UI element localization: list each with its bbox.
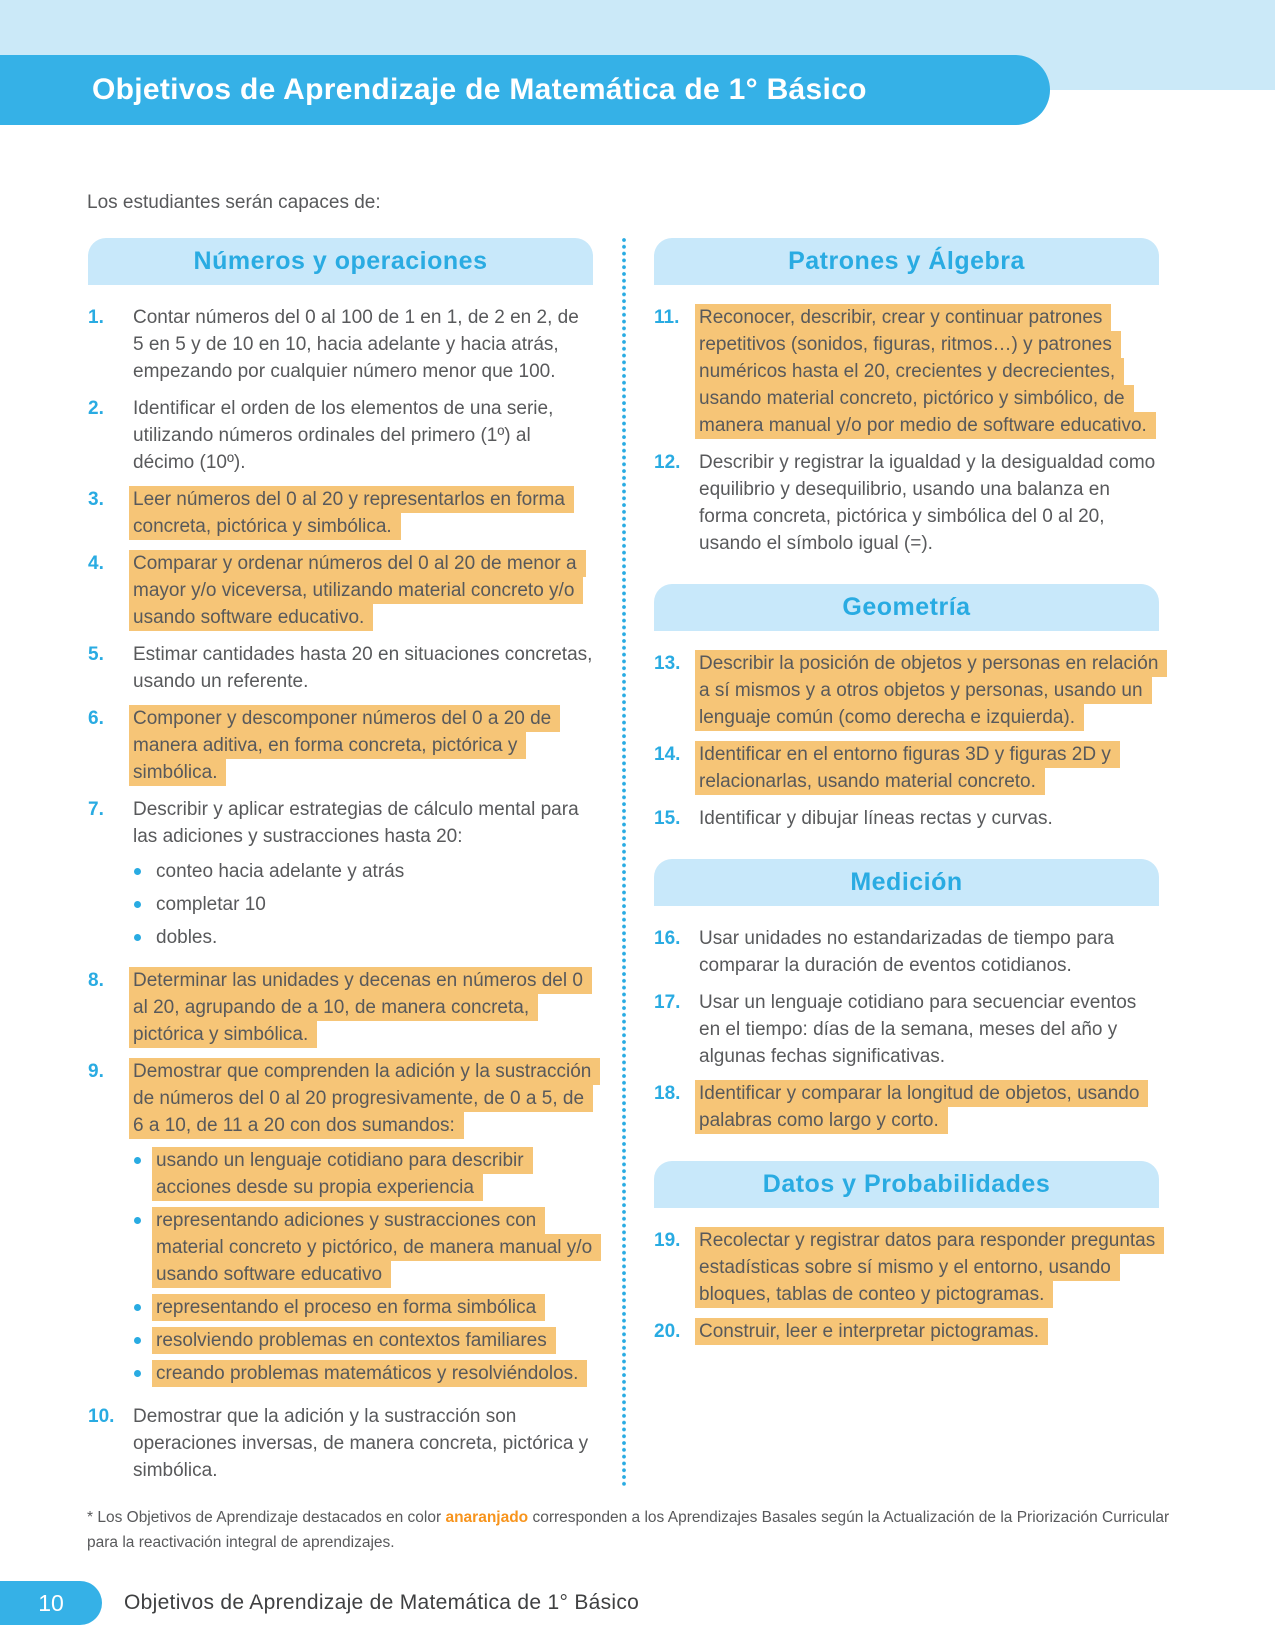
column-divider [622, 238, 626, 1486]
objective-text-highlighted: Recolectar y registrar datos para responder preguntas estadísticas sobre sí mismo y el entorno, usando bloques, tablas de conteo y pictogramas. [695, 1227, 1164, 1308]
objective-item-7 [88, 796, 593, 957]
objective-number: 1. [88, 307, 104, 328]
section-title: Datos y Probabilidades [762, 1170, 1051, 1198]
objective-text-highlighted: Reconocer, describir, crear y continuar patrones repetitivos (sonidos, figuras, ritmos…) y patrones numéricos hasta el 20, crecientes y decrecientes, usando material concreto, pictórico y simbólico, de manera manual y/o por medio de software educativo. [695, 304, 1156, 439]
objective-item-9 [88, 1058, 593, 1393]
objective-item-13 [654, 650, 1159, 731]
bullet-dot-icon [134, 1157, 141, 1164]
bullet-item [133, 1294, 593, 1321]
objective-text: Estimar cantidades hasta 20 en situaciones concretas, usando un referente. [133, 644, 593, 692]
objective-text-highlighted: Describir la posición de objetos y personas en relación a sí mismos y a otros objetos y personas, usando un lenguaje común (como derecha e izquierda). [695, 650, 1167, 731]
objective-number: 5. [88, 644, 104, 665]
bullet-text-highlighted: resolviendo problemas en contextos familiares [152, 1327, 556, 1354]
objective-text-highlighted: Componer y descomponer números del 0 a 20 de manera aditiva, en forma concreta, pictórica y simbólica. [129, 705, 560, 786]
objective-text: Usar unidades no estandarizadas de tiempo para comparar la duración de eventos cotidianos. [699, 928, 1115, 976]
objective-number: 18. [654, 1083, 681, 1104]
section-header-patrones-y-algebra [654, 238, 1159, 285]
objective-item-18 [654, 1080, 1159, 1134]
objective-text-highlighted: Determinar las unidades y decenas en números del 0 al 20, agrupando de a 10, de manera concreta, pictórica y simbólica. [129, 967, 592, 1048]
section-title: Números y operaciones [193, 247, 488, 275]
objective-number: 19. [654, 1230, 681, 1251]
objective-text: Describir y registrar la igualdad y la desigualdad como equilibrio y desequilibrio, usando una balanza en forma concreta, pictórica y simbólica del 0 al 20, usando el símbolo igual (=). [699, 452, 1156, 554]
section-header-geometria [654, 584, 1159, 631]
objective-number: 10. [88, 1406, 115, 1427]
objective-text-highlighted: Demostrar que comprenden la adición y la sustracción de números del 0 al 20 progresivamente, de 0 a 5, de 6 a 10, de 11 a 20 con dos sumandos: [129, 1058, 600, 1139]
page-title: Objetivos de Aprendizaje de Matemática de 1° Básico [92, 73, 867, 106]
objective-number: 15. [654, 808, 681, 829]
bullet-item [133, 891, 593, 918]
objective-number: 14. [654, 744, 681, 765]
bullet-item [133, 858, 593, 885]
objective-number: 8. [88, 970, 104, 991]
objective-number: 16. [654, 928, 681, 949]
bullet-text: conteo hacia adelante y atrás [156, 861, 405, 882]
objective-text: Identificar y dibujar líneas rectas y curvas. [699, 808, 1053, 829]
objective-text-highlighted: Construir, leer e interpretar pictogramas. [695, 1318, 1048, 1345]
objective-item-15 [654, 805, 1159, 832]
title-banner [0, 55, 1050, 125]
bullet-text-highlighted: creando problemas matemáticos y resolviéndolos. [152, 1360, 587, 1387]
bullet-item [133, 1147, 593, 1201]
objective-text: Demostrar que la adición y la sustracción son operaciones inversas, de manera concreta, pictórica y simbólica. [133, 1406, 589, 1481]
page-number: 10 [38, 1589, 64, 1616]
footnote-suffix: corresponden a los Aprendizajes Basales según la Actualización de la Priorización Curricular para la reactivación integral de aprendizajes. [87, 1509, 1170, 1551]
objective-item-14 [654, 741, 1159, 795]
objective-item-17 [654, 989, 1159, 1070]
objective-text-highlighted: Identificar y comparar la longitud de objetos, usando palabras como largo y corto. [695, 1080, 1148, 1134]
footnote-highlight-word: anaranjado [445, 1509, 529, 1526]
section-title: Medición [850, 868, 963, 896]
section-header-medicion [654, 859, 1159, 906]
bullet-list [133, 1147, 593, 1387]
objective-item-19 [654, 1227, 1159, 1308]
objective-text-highlighted: Leer números del 0 al 20 y representarlos en forma concreta, pictórica y simbólica. [129, 486, 574, 540]
bullet-text-highlighted: usando un lenguaje cotidiano para describir acciones desde su propia experiencia [152, 1147, 533, 1201]
bullet-list [133, 858, 593, 951]
page-number-tab [0, 1581, 102, 1625]
bullet-text-highlighted: representando el proceso en forma simbólica [152, 1294, 545, 1321]
objective-text: Describir y aplicar estrategias de cálculo mental para las adiciones y sustracciones hasta 20: [133, 799, 579, 847]
section-header-datos-y-probabilidades [654, 1161, 1159, 1208]
objective-text-highlighted: Comparar y ordenar números del 0 al 20 de menor a mayor y/o viceversa, utilizando material concreto y/o usando software educativo. [129, 550, 586, 631]
objective-item-11 [654, 304, 1159, 439]
objective-item-10 [88, 1403, 593, 1484]
objective-item-6 [88, 705, 593, 786]
objective-text: Usar un lenguaje cotidiano para secuenciar eventos en el tiempo: días de la semana, meses del año y algunas fechas significativas. [699, 992, 1137, 1067]
section-title: Patrones y Álgebra [788, 247, 1025, 275]
objective-number: 6. [88, 708, 104, 729]
objective-number: 13. [654, 653, 681, 674]
objective-item-8 [88, 967, 593, 1048]
objective-item-16 [654, 925, 1159, 979]
objective-item-3 [88, 486, 593, 540]
section-header-numeros-y-operaciones [88, 238, 593, 285]
objective-number: 17. [654, 992, 681, 1013]
bullet-item [133, 924, 593, 951]
objective-number: 4. [88, 553, 104, 574]
bullet-item [133, 1207, 593, 1288]
objective-number: 9. [88, 1061, 104, 1082]
objective-item-4 [88, 550, 593, 631]
footnote-prefix: * Los Objetivos de Aprendizaje destacados en color [87, 1509, 446, 1526]
objective-number: 20. [654, 1321, 681, 1342]
bullet-dot-icon [134, 901, 141, 908]
bullet-item [133, 1327, 593, 1354]
objective-number: 3. [88, 489, 104, 510]
footer-title: Objetivos de Aprendizaje de Matemática de 1° Básico [124, 1591, 640, 1614]
bullet-dot-icon [134, 868, 141, 875]
objective-item-1 [88, 304, 593, 385]
right-column [654, 238, 1159, 1355]
objective-text-highlighted: Identificar en el entorno figuras 3D y figuras 2D y relacionarlas, usando material concreto. [695, 741, 1120, 795]
objective-item-5 [88, 641, 593, 695]
objective-text: Contar números del 0 al 100 de 1 en 1, de 2 en 2, de 5 en 5 y de 10 en 10, hacia adelante y hacia atrás, empezando por cualquier número menor que 100. [133, 307, 579, 382]
bullet-dot-icon [134, 1337, 141, 1344]
bullet-dot-icon [134, 934, 141, 941]
objective-item-2 [88, 395, 593, 476]
bullet-text: dobles. [156, 927, 218, 948]
objective-number: 12. [654, 452, 681, 473]
intro-text: Los estudiantes serán capaces de: [87, 192, 381, 213]
objective-number: 7. [88, 799, 104, 820]
bullet-text-highlighted: representando adiciones y sustracciones con material concreto y pictórico, de manera manual y/o usando software educativo [152, 1207, 601, 1288]
objective-number: 2. [88, 398, 104, 419]
bullet-item [133, 1360, 593, 1387]
objective-number: 11. [654, 307, 680, 328]
section-title: Geometría [842, 593, 971, 621]
objective-item-20 [654, 1318, 1159, 1345]
bullet-dot-icon [134, 1304, 141, 1311]
bullet-dot-icon [134, 1217, 141, 1224]
objective-text: Identificar el orden de los elementos de una serie, utilizando números ordinales del primero (1º) al décimo (10º). [133, 398, 554, 473]
footnote [87, 1505, 1199, 1555]
left-column [88, 238, 593, 1494]
objective-item-12 [654, 449, 1159, 557]
bullet-dot-icon [134, 1370, 141, 1377]
bullet-text: completar 10 [156, 894, 266, 915]
